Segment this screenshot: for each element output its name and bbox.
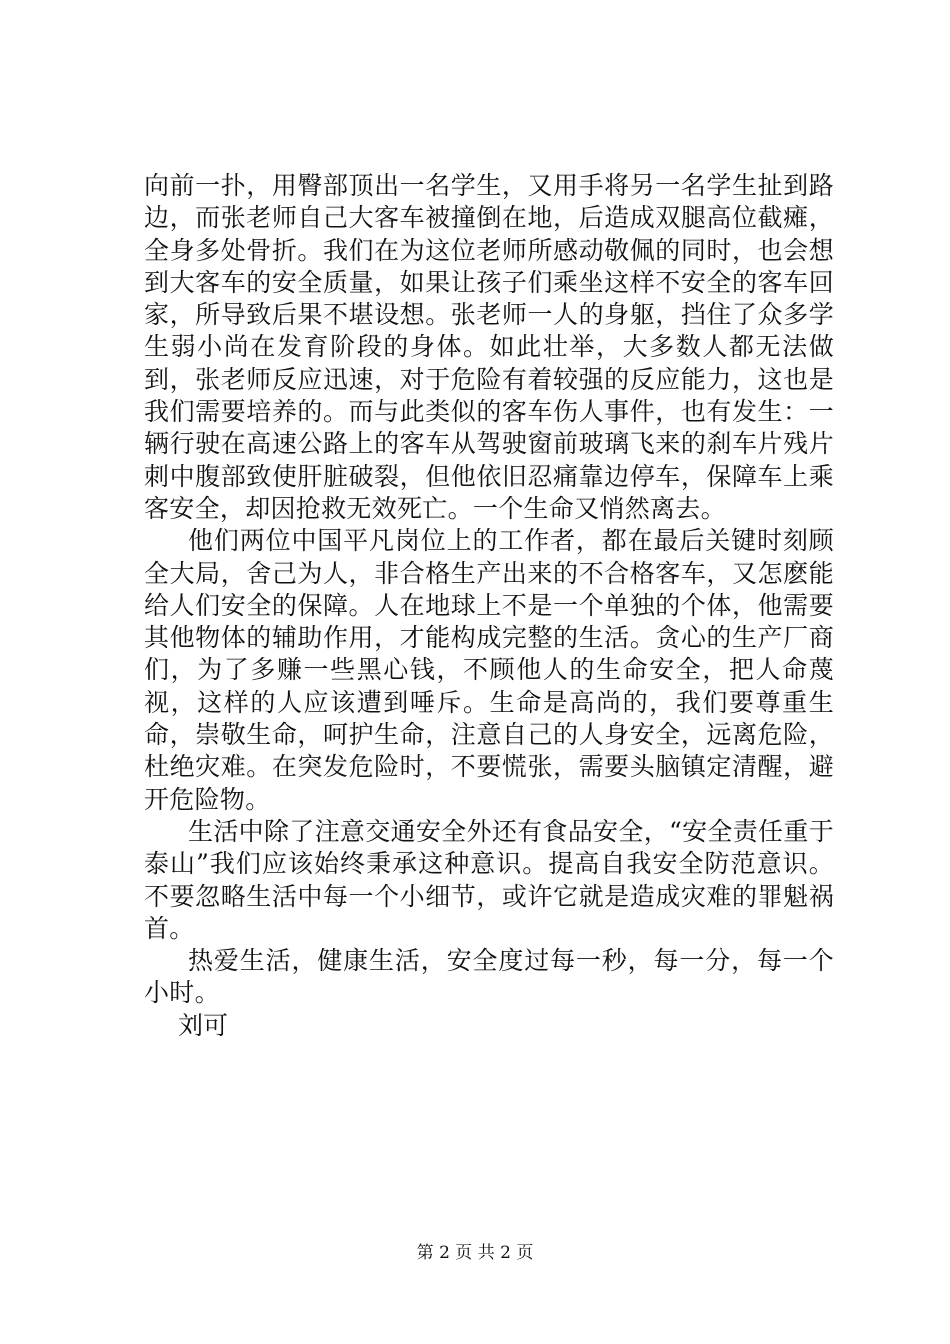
page-number-label: 第 2 页 共 2 页: [416, 1243, 534, 1263]
paragraph-4: 热爱生活，健康生活，安全度过每一秒，每一分，每一个小时。: [144, 946, 834, 1008]
document-body: [144, 170, 834, 1042]
paragraph-3: 生活中除了注意交通安全外还有食品安全，“安全责任重于泰山”我们应该始终秉承这种意识。提高自我安全防范意识。不要忽略生活中每一个小细节，或许它就是造成灾难的罪魁祸首。: [144, 816, 834, 943]
paragraph-2: 他们两位中国平凡岗位上的工作者，都在最后关键时刻顾全大局，舍己为人，非合格生产出来的不合格客车，又怎麽能给人们安全的保障。人在地球上不是一个单独的个体，他需要其他物体的辅助作用，才能构成完整的生活。贪心的生产厂商们，为了多赚一些黑心钱，不顾他人的生命安全，把人命蔑视，这样的人应该遭到唾斥。生命是高尚的，我们要尊重生命，崇敬生命，呵护生命，注意自己的人身安全，远离危险，杜绝灾难。在突发危险时，不要慌张，需要头脑镇定清醒，避开危险物。: [144, 526, 834, 814]
paragraph-1: 向前一扑，用臀部顶出一名学生，又用手将另一名学生扯到路边，而张老师自己大客车被撞倒在地，后造成双腿高位截瘫，全身多处骨折。我们在为这位老师所感动敬佩的同时，也会想到大客车的安全质量，如果让孩子们乘坐这样不安全的客车回家，所导致后果不堪设想。张老师一人的身躯，挡住了众多学生弱小尚在发育阶段的身体。如此壮举，大多数人都无法做到，张老师反应迅速，对于危险有着较强的反应能力，这也是我们需要培养的。而与此类似的客车伤人事件，也有发生：一辆行驶在高速公路上的客车从驾驶窗前玻璃飞来的刹车片残片刺中腹部致使肝脏破裂，但他依旧忍痛靠边停车，保障车上乘客安全，却因抢救无效死亡。一个生命又悄然离去。: [144, 171, 834, 523]
author-signature: 刘可: [178, 1010, 229, 1040]
page-footer: [0, 1242, 950, 1264]
